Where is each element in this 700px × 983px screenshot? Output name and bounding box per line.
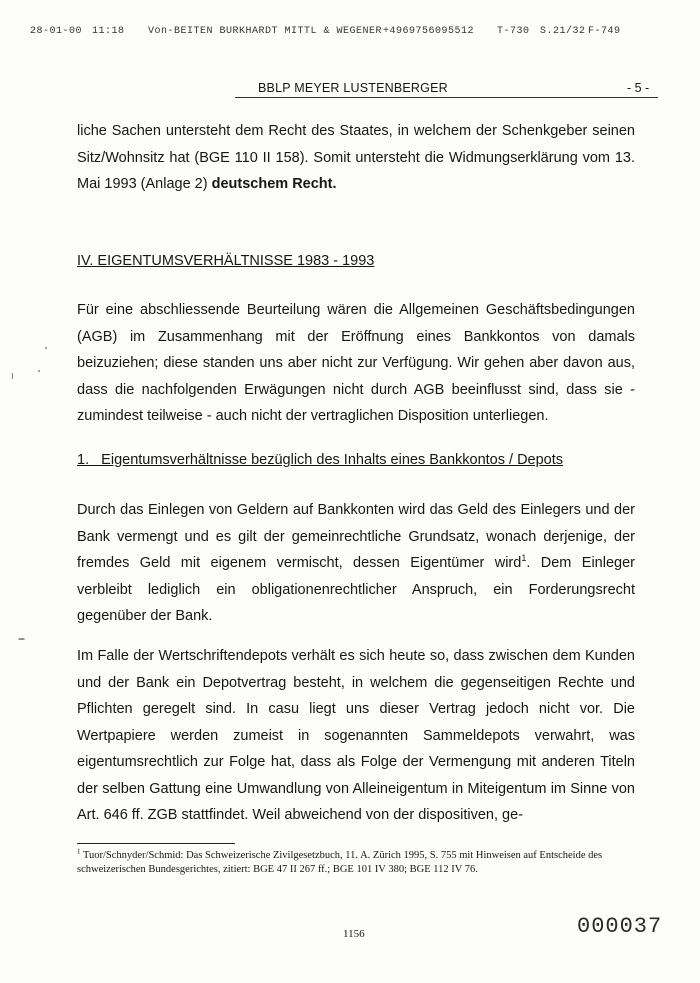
scan-speck — [38, 370, 40, 372]
fax-code: T-730 — [497, 26, 530, 37]
header-rule — [235, 97, 658, 98]
paragraph-3-text-b: . Dem Einleger verbleibt lediglich ein obligationenrechtlicher Anspruch, ein Forderungsrecht gegenüber der Bank. — [77, 555, 635, 624]
scan-speck — [12, 373, 13, 379]
section-heading: IV. EIGENTUMSVERHÄLTNISSE 1983 - 1993 — [77, 253, 375, 269]
footnote-mark: 1 — [77, 847, 81, 856]
paragraph-1-bold: deutschem Recht. — [211, 176, 337, 192]
scan-speck — [18, 638, 25, 640]
fax-phone: +4969756095512 — [383, 26, 475, 37]
paragraph-4: Im Falle der Wertschriftendepots verhält es sich heute so, dass zwischen dem Kunden und der Bank ein Depotvertrag besteht, in welchem die gegenseitigen Rechte und Pflichten geregelt sind. In casu liegt uns dieser Vertrag jedoch nicht vor. Die Wertpapiere werden zumeist in sogenannten Sammeldepots verwahrt, was eigentumsrechtlich zur Folge hat, dass als Folge der Vermengung mit anderen Titeln der selben Gattung eine Umwandlung von Alleineigentum in Miteigentum im Sinne von Art. 646 ff. ZGB stattfindet. Weil abweichend von der dispositiven, ge- — [77, 648, 635, 823]
footnote-text: Tuor/Schnyder/Schmid: Das Schweizerische Zivilgesetzbuch, 11. A. Zürich 1995, S. 755 mit Hinweisen auf Entscheide des schweizerischen Bundesgerichtes, zitiert: BGE 47 II 267 ff.; BGE 101 IV 380; BGE 112 IV 76. — [77, 850, 603, 875]
scan-speck — [45, 347, 47, 349]
paragraph-1-text: liche Sachen untersteht dem Recht des Staates, in welchem der Schenkgeber seinen Sitz/Wohnsitz hat (BGE 110 II 158). Somit untersteht die Widmungserklärung vom 13. Mai 1993 (Anlage 2) — [77, 123, 635, 192]
subsection-heading: 1. Eigentumsverhältnisse bezüglich des Inhalts eines Bankkontos / Depots — [77, 452, 564, 468]
footnote-reference: 1 — [521, 553, 527, 564]
fax-time: 11:18 — [92, 26, 125, 37]
page-number: 1156 — [343, 928, 365, 940]
footnote — [77, 849, 637, 877]
fax-sender: Von-BEITEN BURKHARDT MITTL & WEGENER — [148, 26, 383, 37]
firm-name: BBLP MEYER LUSTENBERGER — [258, 81, 448, 95]
paragraph-3-text-a: Durch das Einlegen von Geldern auf Bankkonten wird das Geld des Einlegers und der Bank vermengt und es gilt der gemeinrechtliche Grundsatz, wonach derjenige, der fremdes Geld mit eigenem vermischt, dessen Eigentümer wird — [77, 502, 635, 571]
bates-number: 000037 — [577, 914, 663, 939]
fax-form: F-749 — [588, 26, 621, 37]
paragraph-1 — [77, 118, 635, 198]
fax-pages: S.21/32 — [540, 26, 586, 37]
footnote-rule — [77, 843, 235, 844]
paragraph-2: Für eine abschliessende Beurteilung wären die Allgemeinen Geschäftsbedingungen (AGB) im Zusammenhang mit der Eröffnung eines Bankkontos von damals beizuziehen; diese standen uns aber nicht zur Verfügung. Wir gehen aber davon aus, dass die nachfolgenden Erwägungen nicht durch AGB beeinflusst sind, dass sie - zumindest teilweise - auch nicht der vertraglichen Disposition unterliegen. — [77, 302, 635, 424]
page-indicator: - 5 - — [627, 81, 650, 95]
paragraph-3 — [77, 497, 635, 630]
fax-date: 28-01-00 — [30, 26, 83, 37]
